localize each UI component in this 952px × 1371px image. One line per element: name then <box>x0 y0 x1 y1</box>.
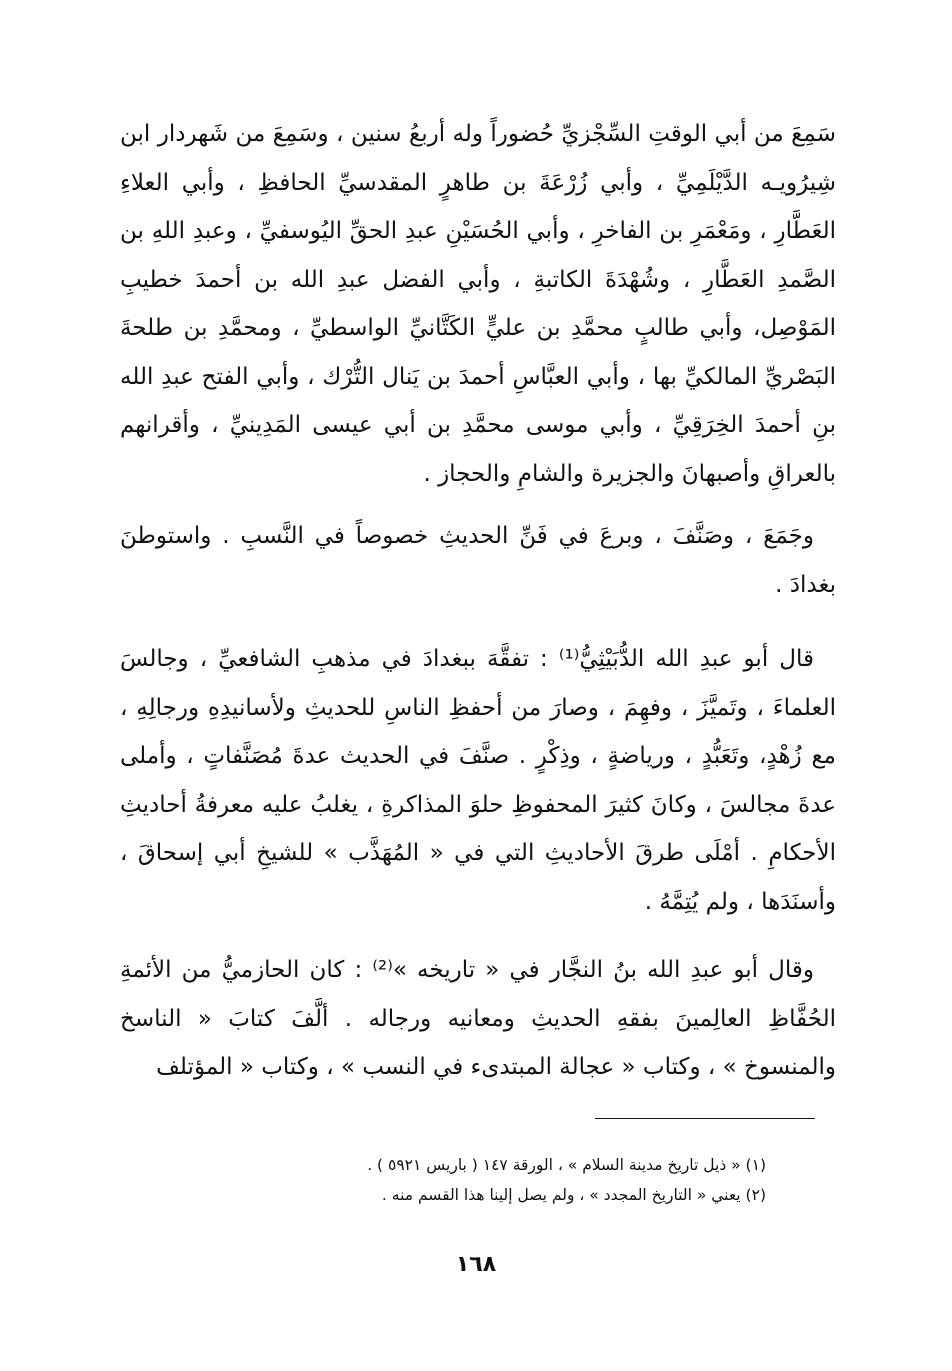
paragraph-4: وقال أبو عبدِ الله بنُ النجَّار في « تاريخه »⁽²⁾ : كان الحازميُّ من الأئمةِ الحُفَّاظِ العالِمينَ بفقهِ الحديثِ ومعانيه ورجاله . ألَّفَ كتابَ « الناسخ والمنسوخ » ، وكتاب « عجالة المبتدىء في النسب » ، وكتاب « المؤتلف <box>120 957 836 1080</box>
footnote-1: (١) « ذيل تاريخ مدينة السلام » ، الورقة ١٤٧ ( باريس ٥٩٢١ ) . <box>367 1156 766 1174</box>
paragraph-1: سَمِعَ من أبي الوقتِ السِّجْزيِّ حُضوراً وله أربعُ سنين ، وسَمِعَ من شَهردار ابن شِيرُويـه الدَّيْلَمِيِّ ، وأبي زُرْعَةَ بن طاهرٍ المقدسيِّ الحافظِ ، وأبي العلاءِ العَطَّارِ ، ومَعْمَرِ بن الفاخرِ ، وأبي الحُسَيْنِ عبدِ الحقِّ اليُوسفيِّ ، وعبدِ اللهِ بن الصَّمدِ العَطَّارِ ، وشُهْدَةَ الكاتبةِ ، وأبي الفضل عبدِ الله بن أحمدَ خطيبِ المَوْصِل، وأبي طالبٍ محمَّدِ بن عليٍّ الكَتَّانيِّ الواسطيِّ ، ومحمَّدِ بن طلحةَ البَصْريِّ المالكيِّ بها ، وأبي العبَّاسِ أحمدَ بن يَنال التُّرْك ، وأبي الفتح عبدِ الله بنِ أحمدَ الخِرَقِيِّ ، وأبي موسى محمَّدِ بن أبي عيسى المَدِينيِّ ، وأقرانهم بالعراقِ وأصبهانَ والجزيرة والشامِ والحجاز . <box>120 121 836 487</box>
main-text-block <box>120 110 836 1092</box>
footnote-2: (٢) يعني « التاريخ المجدد » ، ولم يصل إلينا هذا القسم منه . <box>381 1186 766 1204</box>
paragraph-3: قال أبو عبدِ الله الدُّبَيْثِيُّ⁽¹⁾ : تفقَّهَ ببغدادَ في مذهبِ الشافعيِّ ، وجالسَ العلماءَ ، وتَميَّزَ ، وفهِمَ ، وصارَ من أحفظِ الناسِ للحديثِ ولأسانيدِهِ ورجالِهِ ، مع زُهْدٍ، وتَعَبُّدٍ ، ورياضةٍ ، وذِكْرٍ . صنَّفَ في الحديث عدةَ مُصَنَّفاتٍ ، وأملى عدةَ مجالسَ ، وكانَ كثيرَ المحفوظِ حلوَ المذاكرةِ ، يغلبُ عليه معرفةُ أحاديثِ الأحكامِ . أمْلَى طرقَ الأحاديثِ التي في « المُهَذَّب » للشيخِ أبي إسحاقَ ، وأسنَدَها ، ولم يُتِمَّهُ . <box>120 646 836 915</box>
footnote-separator <box>595 1118 815 1119</box>
paragraph-2: وجَمَعَ ، وصَنَّفَ ، وبرعَ في فَنِّ الحديثِ خصوصاً في النَّسبِ . واستوطنَ بغدادَ . <box>120 523 836 598</box>
page-number: ١٦٨ <box>455 1252 497 1277</box>
footnotes <box>250 1150 766 1210</box>
